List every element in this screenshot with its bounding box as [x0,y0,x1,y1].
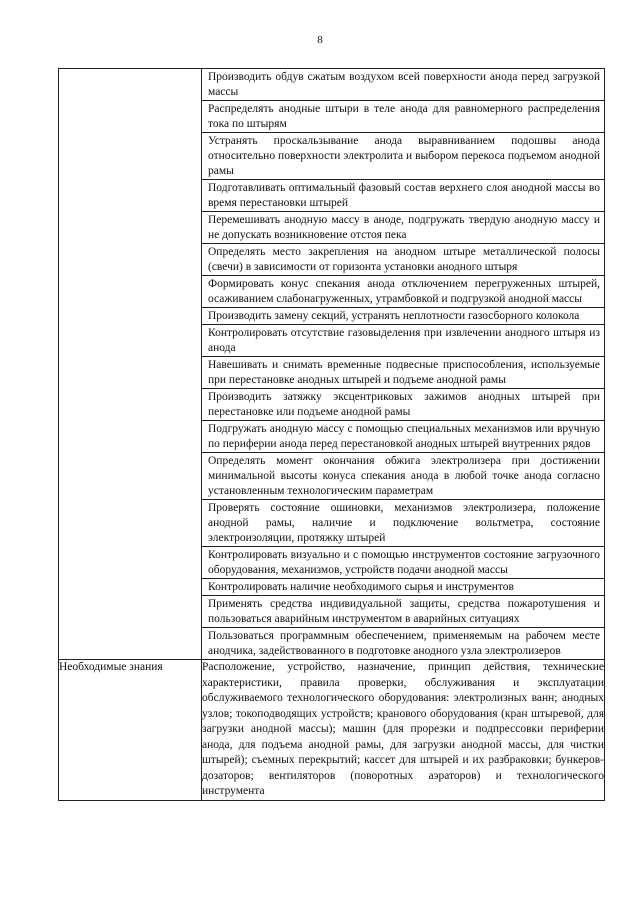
knowledge-text: Расположение, устройство, назначение, принцип действия, технические характеристики, правила проверки, обслуживания и эксплуатации обслуживаемого технологического оборудования: электролизных ванн; анодных узлов; токоподводящих устройств; кранового оборудования (кран штыревой, для загрузки анодной массы); машин (для прорезки и подпрессовки периферии анода, для подъема анодной рамы, для загрузки анодной массы, для чистки штырей); съемных перекрытий; кассет для штырей и их разбраковки; бункеров-дозаторов; вентиляторов (поворотных аэраторов) и технологического инструмента [202,660,605,801]
skill-item: Определять момент окончания обжига электролизера при достижении минимальной высоты конуса спекания анода в любой точке анода согласно установленным технологическим параметрам [202,453,604,500]
skills-row [59,69,605,660]
skill-item: Подгружать анодную массу с помощью специальных механизмов или вручную по периферии анода перед перестановкой анодных штырей внутренних рядов [202,421,604,453]
skill-item: Контролировать отсутствие газовыделения при извлечении анодного штыря из анода [202,325,604,357]
skill-item: Устранять проскальзывание анода выравниванием подошвы анода относительно поверхности электролита и выбором перекоса подъемом анодной рамы [202,133,604,180]
skill-item: Подготавливать оптимальный фазовый состав верхнего слоя анодной массы во время перестановки штырей [202,180,604,212]
knowledge-row [59,660,605,801]
skill-item: Навешивать и снимать временные подвесные приспособления, используемые при перестановке анодных штырей и подъеме анодной рамы [202,357,604,389]
skill-item: Применять средства индивидуальной защиты, средства пожаротушения и пользоваться аварийным инструментом в аварийных ситуациях [202,596,604,628]
skill-item: Перемешивать анодную массу в аноде, подгружать твердую анодную массу и не допускать возникновение отстоя пека [202,212,604,244]
skill-item: Определять место закрепления на анодном штыре металлической полосы (свечи) в зависимости от горизонта установки анодного штыря [202,244,604,276]
skill-item: Пользоваться программным обеспечением, применяемым на рабочем месте анодчика, задействованного в подготовке анодного узла электролизеров [208,630,600,657]
skills-list-cell [202,69,605,660]
knowledge-label: Необходимые знания [59,660,202,801]
skill-item: Контролировать наличие необходимого сырья и инструментов [202,579,604,596]
skills-label-cell [59,69,202,660]
skill-item: Формировать конус спекания анода отключением перегруженных штырей, осаживанием слабонагруженных, утрамбовкой и подгрузкой анодной массы [202,276,604,308]
qualification-table [58,68,605,801]
skill-item: Производить затяжку эксцентриковых зажимов анодных штырей при перестановке или подъеме анодной рамы [202,389,604,421]
skill-item: Производить замену секций, устранять неплотности газосборного колокола [202,308,604,325]
page-number: 8 [317,34,323,46]
skill-item: Распределять анодные штыри в теле анода для равномерного распределения тока по штырям [202,101,604,133]
skill-item: Проверять состояние ошиновки, механизмов электролизера, положение анодной рамы, наличие и подключение вольтметра, состояние электроизоляции, протяжку штырей [202,500,604,547]
skill-item: Контролировать визуально и с помощью инструментов состояние загрузочного оборудования, механизмов, устройств подачи анодной массы [202,547,604,579]
skill-item: Производить обдув сжатым воздухом всей поверхности анода перед загрузкой массы [202,69,604,101]
